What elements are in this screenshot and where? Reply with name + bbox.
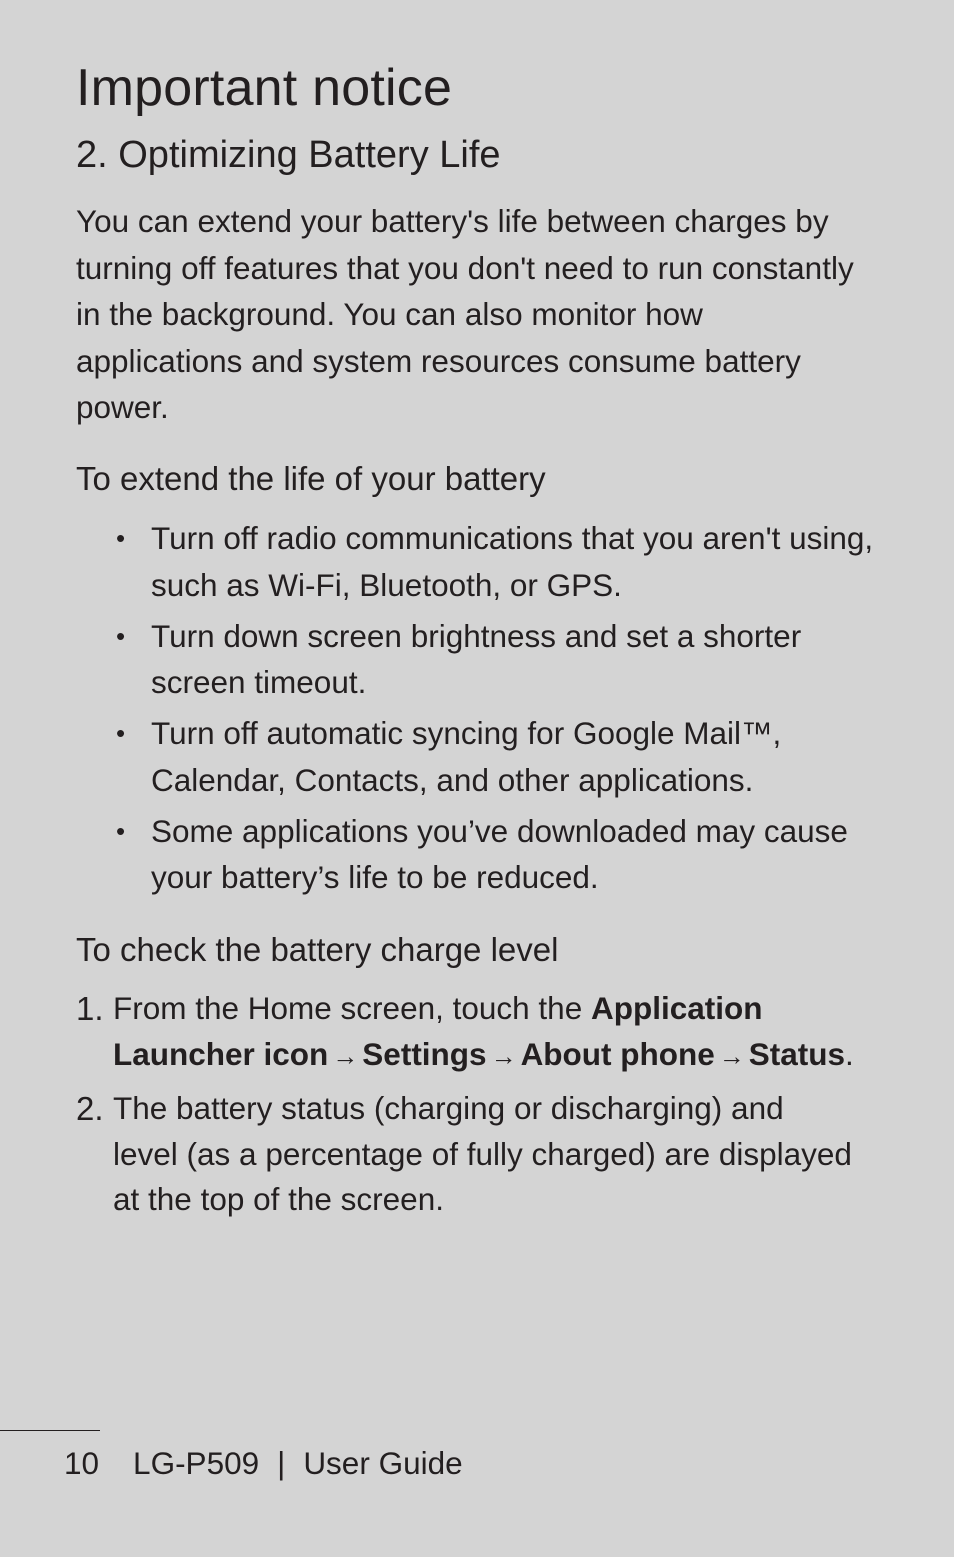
intro-paragraph: You can extend your battery's life between charges by turning off features that you don't need to run constantly in the background. You can also monitor how applications and system resources consume battery power. [76,203,854,425]
step-number: 2. [76,1090,104,1127]
application-launcher-label: Application Launcher icon [113,990,763,1072]
battery-tips-list [116,515,876,905]
section-heading: 2. Optimizing Battery Life [76,134,501,176]
arrow-right-icon: → [490,1040,517,1071]
footer-divider [0,1430,100,1431]
guide-label: User Guide [303,1445,463,1481]
list-item-text: Turn off radio communications that you aren't using, such as Wi-Fi, Bluetooth, or GPS. [151,520,874,603]
settings-label: Settings [362,1035,487,1072]
about-phone-label: About phone [520,1035,715,1072]
list-item [116,613,876,706]
step-text: The battery status (charging or discharging) and level (as a percentage of fully charged) are displayed at the top of the screen. [113,1090,852,1217]
list-item-text: Turn down screen brightness and set a shorter screen timeout. [151,617,802,700]
status-label: Status [748,1035,846,1072]
page-footer [64,1445,463,1482]
page-title: Important notice [76,59,453,117]
arrow-right-icon: → [332,1040,359,1071]
step-text: From the Home screen, touch the [113,990,591,1026]
step-item [76,1086,856,1223]
list-item [116,710,876,803]
model-name: LG-P509 [133,1445,260,1481]
extend-battery-heading: To extend the life of your battery [76,460,546,497]
step-text-end: . [845,1035,854,1072]
list-item [116,515,876,608]
bullet-icon: • [116,620,126,651]
footer-separator: | [277,1445,286,1481]
bullet-icon: • [116,523,126,553]
check-charge-heading: To check the battery charge level [76,931,559,968]
step-item [76,986,856,1079]
bullet-icon: • [116,718,126,748]
list-item-text: Some applications you’ve downloaded may cause your battery’s life to be reduced. [151,812,848,895]
bullet-icon: • [116,815,126,846]
list-item-text: Turn off automatic syncing for Google Mail™, Calendar, Contacts, and other applications. [151,715,782,798]
arrow-right-icon: → [718,1040,745,1071]
list-item [116,808,876,901]
check-charge-steps [76,986,856,1230]
page-number: 10 [64,1445,100,1481]
step-number: 1. [76,990,104,1027]
